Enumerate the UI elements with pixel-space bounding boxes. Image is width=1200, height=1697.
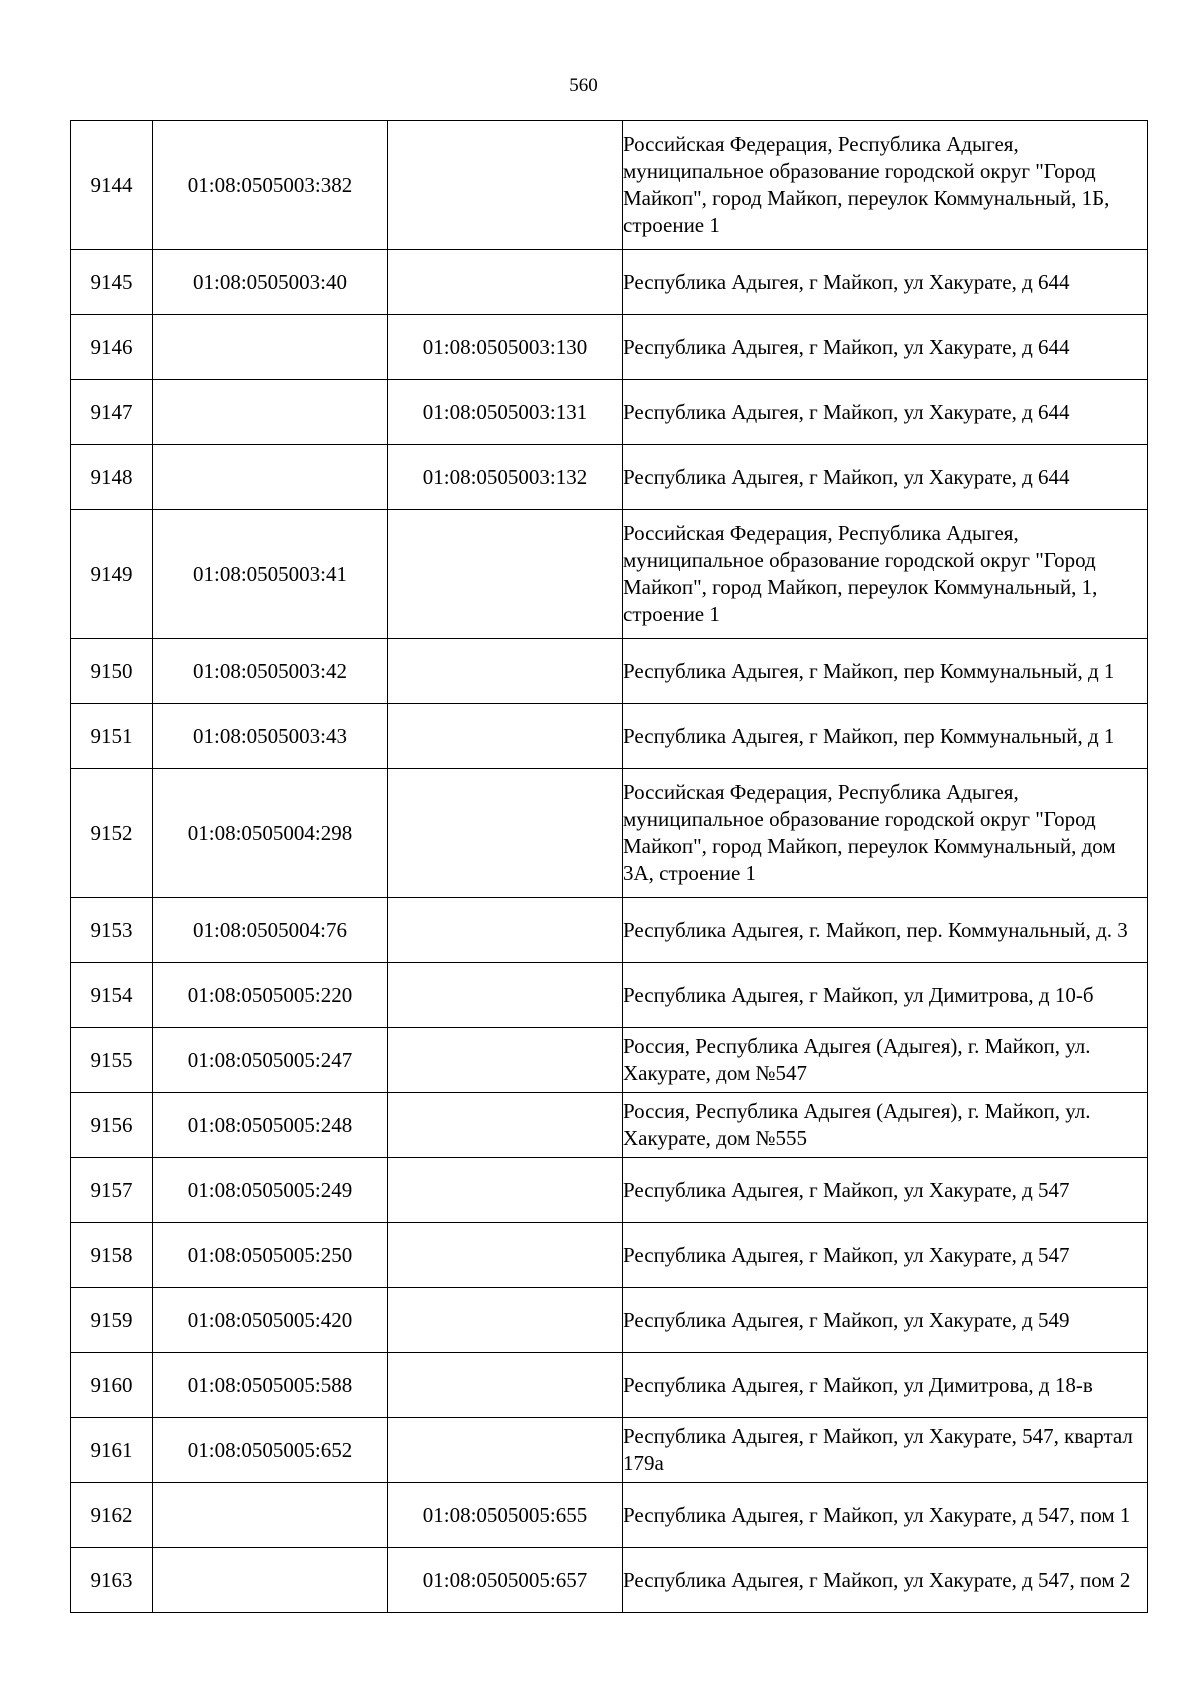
table-row (71, 704, 1148, 769)
sub-cadastral-number-cell: 01:08:0505003:132 (388, 445, 623, 510)
cadastral-number-cell: 01:08:0505004:76 (153, 898, 388, 963)
sub-cadastral-number-cell (388, 1028, 623, 1093)
address-cell: Республика Адыгея, г Майкоп, ул Хакурате, д 549 (623, 1288, 1148, 1353)
cadastral-number-cell: 01:08:0505004:298 (153, 769, 388, 898)
cadastral-number-cell: 01:08:0505005:248 (153, 1093, 388, 1158)
address-cell: Республика Адыгея, г Майкоп, ул Хакурате, д 644 (623, 380, 1148, 445)
cadastral-number-cell: 01:08:0505005:249 (153, 1158, 388, 1223)
cadastral-number-cell (153, 1483, 388, 1548)
sub-cadastral-number-cell (388, 1158, 623, 1223)
table-row (71, 1093, 1148, 1158)
row-number-cell: 9153 (71, 898, 153, 963)
table-row (71, 898, 1148, 963)
cadastral-number-cell (153, 1548, 388, 1613)
sub-cadastral-number-cell (388, 121, 623, 250)
table-row (71, 1158, 1148, 1223)
sub-cadastral-number-cell: 01:08:0505003:131 (388, 380, 623, 445)
cadastral-number-cell: 01:08:0505003:43 (153, 704, 388, 769)
address-cell: Республика Адыгея, г Майкоп, ул Хакурате, 547, квартал 179а (623, 1418, 1148, 1483)
address-cell: Россия, Республика Адыгея (Адыгея), г. Майкоп, ул. Хакурате, дом №555 (623, 1093, 1148, 1158)
row-number-cell: 9144 (71, 121, 153, 250)
row-number-cell: 9155 (71, 1028, 153, 1093)
address-cell: Россия, Республика Адыгея (Адыгея), г. Майкоп, ул. Хакурате, дом №547 (623, 1028, 1148, 1093)
address-cell: Республика Адыгея, г Майкоп, ул Димитрова, д 18-в (623, 1353, 1148, 1418)
table-row (71, 510, 1148, 639)
sub-cadastral-number-cell: 01:08:0505005:655 (388, 1483, 623, 1548)
sub-cadastral-number-cell (388, 963, 623, 1028)
cadastral-number-cell: 01:08:0505003:41 (153, 510, 388, 639)
sub-cadastral-number-cell: 01:08:0505005:657 (388, 1548, 623, 1613)
row-number-cell: 9150 (71, 639, 153, 704)
sub-cadastral-number-cell (388, 639, 623, 704)
sub-cadastral-number-cell: 01:08:0505003:130 (388, 315, 623, 380)
cadastral-number-cell: 01:08:0505003:382 (153, 121, 388, 250)
cadastral-number-cell: 01:08:0505003:42 (153, 639, 388, 704)
address-cell: Республика Адыгея, г Майкоп, ул Хакурате, д 547, пом 1 (623, 1483, 1148, 1548)
table-row (71, 1223, 1148, 1288)
sub-cadastral-number-cell (388, 704, 623, 769)
sub-cadastral-number-cell (388, 898, 623, 963)
address-cell: Республика Адыгея, г Майкоп, ул Хакурате, д 644 (623, 315, 1148, 380)
row-number-cell: 9160 (71, 1353, 153, 1418)
cadastral-number-cell (153, 445, 388, 510)
cadastral-number-cell (153, 380, 388, 445)
cadastral-number-cell: 01:08:0505005:220 (153, 963, 388, 1028)
table-row (71, 963, 1148, 1028)
row-number-cell: 9163 (71, 1548, 153, 1613)
sub-cadastral-number-cell (388, 250, 623, 315)
address-cell: Российская Федерация, Республика Адыгея, муниципальное образование городской округ "Город Майкоп", город Майкоп, переулок Коммунальный, 1Б, строение 1 (623, 121, 1148, 250)
table-row (71, 250, 1148, 315)
table-row (71, 1483, 1148, 1548)
address-cell: Республика Адыгея, г. Майкоп, пер. Коммунальный, д. 3 (623, 898, 1148, 963)
row-number-cell: 9147 (71, 380, 153, 445)
address-cell: Республика Адыгея, г Майкоп, пер Коммунальный, д 1 (623, 704, 1148, 769)
registry-table (70, 120, 1148, 1613)
row-number-cell: 9154 (71, 963, 153, 1028)
row-number-cell: 9156 (71, 1093, 153, 1158)
row-number-cell: 9161 (71, 1418, 153, 1483)
address-cell: Республика Адыгея, г Майкоп, ул Димитрова, д 10-б (623, 963, 1148, 1028)
row-number-cell: 9151 (71, 704, 153, 769)
cadastral-number-cell: 01:08:0505005:250 (153, 1223, 388, 1288)
cadastral-number-cell (153, 315, 388, 380)
sub-cadastral-number-cell (388, 1418, 623, 1483)
sub-cadastral-number-cell (388, 1093, 623, 1158)
cadastral-number-cell: 01:08:0505005:588 (153, 1353, 388, 1418)
row-number-cell: 9149 (71, 510, 153, 639)
table-row (71, 1288, 1148, 1353)
row-number-cell: 9162 (71, 1483, 153, 1548)
table-row (71, 769, 1148, 898)
row-number-cell: 9145 (71, 250, 153, 315)
row-number-cell: 9148 (71, 445, 153, 510)
table-row (71, 380, 1148, 445)
row-number-cell: 9159 (71, 1288, 153, 1353)
sub-cadastral-number-cell (388, 769, 623, 898)
cadastral-number-cell: 01:08:0505005:420 (153, 1288, 388, 1353)
cadastral-number-cell: 01:08:0505005:247 (153, 1028, 388, 1093)
row-number-cell: 9158 (71, 1223, 153, 1288)
address-cell: Республика Адыгея, г Майкоп, ул Хакурате, д 644 (623, 445, 1148, 510)
table-row (71, 1548, 1148, 1613)
row-number-cell: 9152 (71, 769, 153, 898)
row-number-cell: 9157 (71, 1158, 153, 1223)
address-cell: Республика Адыгея, г Майкоп, ул Хакурате, д 547 (623, 1158, 1148, 1223)
cadastral-number-cell: 01:08:0505003:40 (153, 250, 388, 315)
table-row (71, 121, 1148, 250)
sub-cadastral-number-cell (388, 1288, 623, 1353)
table-row (71, 1418, 1148, 1483)
cadastral-number-cell: 01:08:0505005:652 (153, 1418, 388, 1483)
address-cell: Республика Адыгея, г Майкоп, ул Хакурате, д 644 (623, 250, 1148, 315)
sub-cadastral-number-cell (388, 510, 623, 639)
address-cell: Российская Федерация, Республика Адыгея, муниципальное образование городской округ "Город Майкоп", город Майкоп, переулок Коммунальный, 1, строение 1 (623, 510, 1148, 639)
address-cell: Российская Федерация, Республика Адыгея, муниципальное образование городской округ "Город Майкоп", город Майкоп, переулок Коммунальный, дом 3А, строение 1 (623, 769, 1148, 898)
address-cell: Республика Адыгея, г Майкоп, пер Коммунальный, д 1 (623, 639, 1148, 704)
sub-cadastral-number-cell (388, 1353, 623, 1418)
table-row (71, 1353, 1148, 1418)
table-row (71, 315, 1148, 380)
address-cell: Республика Адыгея, г Майкоп, ул Хакурате, д 547, пом 2 (623, 1548, 1148, 1613)
address-cell: Республика Адыгея, г Майкоп, ул Хакурате, д 547 (623, 1223, 1148, 1288)
table-row (71, 445, 1148, 510)
sub-cadastral-number-cell (388, 1223, 623, 1288)
table-row (71, 1028, 1148, 1093)
page-number: 560 (569, 75, 598, 96)
table-row (71, 639, 1148, 704)
row-number-cell: 9146 (71, 315, 153, 380)
